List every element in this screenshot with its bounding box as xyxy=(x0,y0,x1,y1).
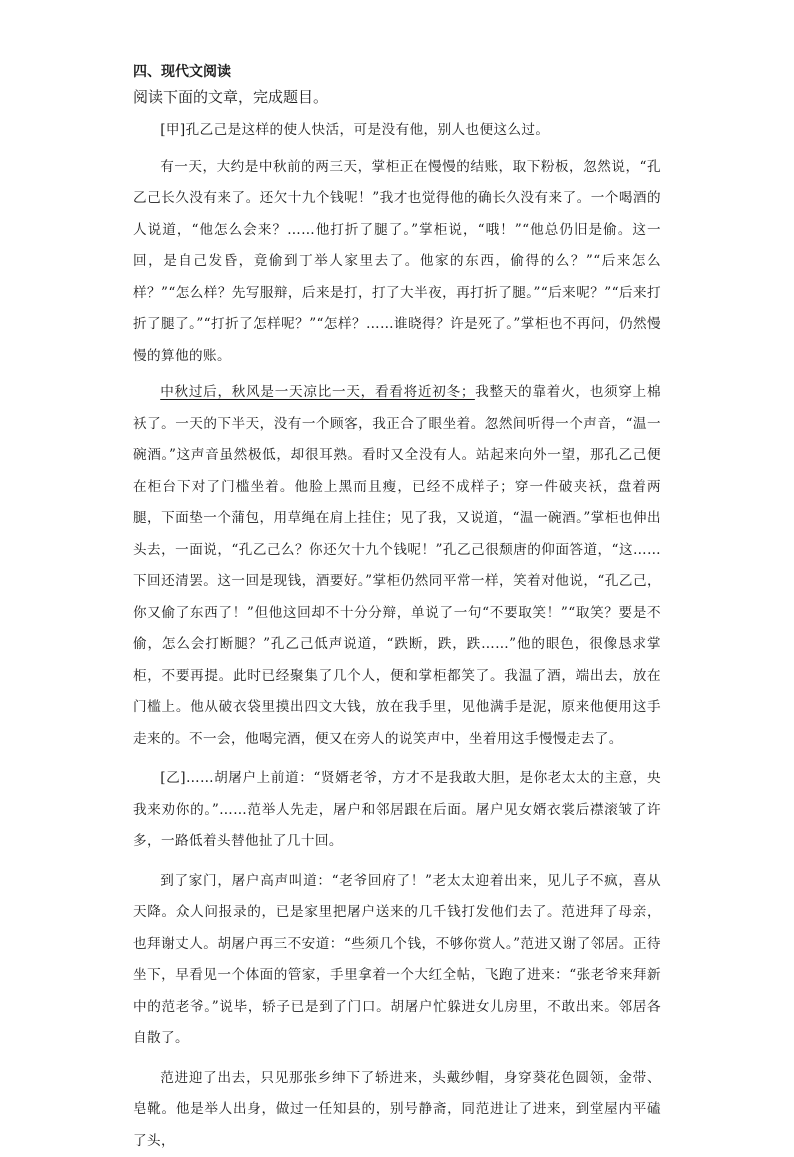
passage-paragraph-4: [乙]……胡屠户上前道：“贤婿老爷，方才不是我敢大胆，是你老太太的主意，央我来劝你的。”……范举人先走，屠户和邻居跟在后面。屠户见女婿衣裳后襟滚皱了许多，一路低着头替他扯了几十回。 xyxy=(133,763,661,858)
passage-paragraph-3 xyxy=(133,377,661,755)
underlined-sentence: 中秋过后，秋风是一天凉比一天，看看将近初冬； xyxy=(160,384,475,400)
passage-paragraph-2: 有一天，大约是中秋前的两三天，掌柜正在慢慢的结账，取下粉板，忽然说，“孔乙己长久没有来了。还欠十九个钱呢！”我才也觉得他的确长久没有来了。一个喝酒的人说道，“他怎么会来？……他打折了腿了。”掌柜说，“哦！”“他总仍旧是偷。这一回，是自己发昏，竟偷到丁举人家里去了。他家的东西，偷得的么？”“后来怎么样？”“怎么样？先写服辩，后来是打，打了大半夜，再打折了腿。”“后来呢？”“后来打折了腿了。”“打折了怎样呢？”“怎样？……谁晓得？许是死了。”掌柜也不再问，仍然慢慢的算他的账。 xyxy=(133,152,661,373)
passage-paragraph-6: 范进迎了出去，只见那张乡绅下了轿进来，头戴纱帽，身穿葵花色圆领，金带、皂靴。他是举人出身，做过一任知县的，别号静斋，同范进让了进来，到堂屋内平磕了头， xyxy=(133,1063,661,1157)
section-heading: 四、现代文阅读 xyxy=(133,62,231,82)
passage-paragraph-5: 到了家门，屠户高声叫道：“老爷回府了！”老太太迎着出来，见儿子不疯，喜从天降。众人问报录的，已是家里把屠户送来的几千钱打发他们去了。范进拜了母亲，也拜谢丈人。胡屠户再三不安道：“些须几个钱，不够你赏人。”范进又谢了邻居。正待坐下，早看见一个体面的管家，手里拿着一个大红全帖，飞跑了进来：“张老爷来拜新中的范老爷。”说毕，轿子已是到了门口。胡屠户忙躲进女儿房里，不敢出来。邻居各自散了。 xyxy=(133,866,661,1055)
reading-instruction: 阅读下面的文章，完成题目。 xyxy=(133,86,328,108)
passage-body xyxy=(133,115,661,1157)
passage-paragraph-3-rest: 我整天的靠着火，也须穿上棉袄了。一天的下半天，没有一个顾客，我正合了眼坐着。忽然间听得一个声音，“温一碗酒。”这声音虽然极低，却很耳熟。看时又全没有人。站起来向外一望，那孔乙己便在柜台下对了门槛坐着。他脸上黑而且瘦，已经不成样子；穿一件破夹袄，盘着两腿，下面垫一个蒲包，用草绳在肩上挂住；见了我，又说道，“温一碗酒。”掌柜也伸出头去，一面说，“孔乙己么？你还欠十九个钱呢！”孔乙己很颓唐的仰面答道，“这……下回还清罢。这一回是现钱，酒要好。”掌柜仍然同平常一样，笑着对他说，“孔乙己，你又偷了东西了！”但他这回却不十分分辩，单说了一句“不要取笑！”“取笑？要是不偷，怎么会打断腿？”孔乙己低声说道，“跌断，跌，跌……”他的眼色，很像恳求掌柜，不要再提。此时已经聚集了几个人，便和掌柜都笑了。我温了酒，端出去，放在门槛上。他从破衣袋里摸出四文大钱，放在我手里，见他满手是泥，原来他便用这手走来的。不一会，他喝完酒，便又在旁人的说笑声中，坐着用这手慢慢走去了。 xyxy=(133,384,661,747)
passage-paragraph-1: [甲]孔乙己是这样的使人快活，可是没有他，别人也便这么过。 xyxy=(133,115,661,147)
